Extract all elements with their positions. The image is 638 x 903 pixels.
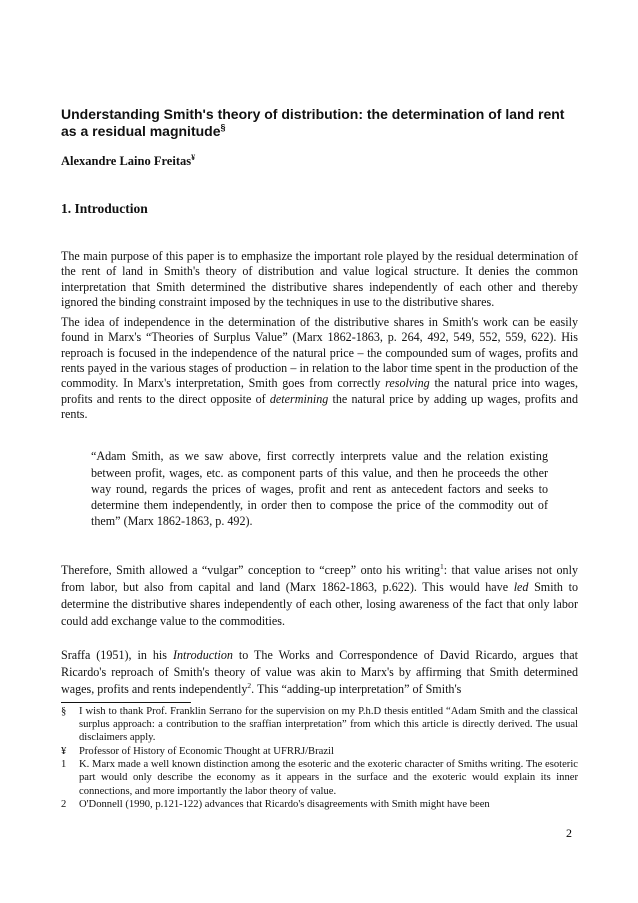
author-footnote-mark: ¥ <box>191 152 196 162</box>
paragraph-3-text-a: Therefore, Smith allowed a “vulgar” conception to “creep” onto his writing <box>61 562 440 577</box>
paragraph-3-text-c: Smith to determine the distributive shares independently of each other, losing awareness of the fact that only labor could add exchange value to the commodities. <box>61 579 579 628</box>
footnote-mark: § <box>61 705 67 717</box>
section-heading: 1. Introduction <box>61 201 148 216</box>
paragraph-4 <box>61 647 578 698</box>
title-footnote-mark: § <box>220 122 226 133</box>
footnotes <box>61 705 578 811</box>
paragraph-4-text-a: Sraffa (1951), in his <box>61 647 173 662</box>
paragraph-4-text-b: to The Works and Correspondence of David Ricardo, argues that Ricardo's reproach of Smith's theory of value was akin to Marx's by affirming that Smith determined wages, profits and rents independently <box>61 647 578 696</box>
footnote-text: I wish to thank Prof. Franklin Serrano for the supervision on my P.h.D thesis entitled “Adam Smith and the classical surplus approach: a contribution to the sraffian interpretation” from which this article is directly derived. The usual disclaimers apply. <box>79 705 578 744</box>
block-quote: “Adam Smith, as we saw above, first correctly interprets value and the relation existing between profit, wages, etc. as component parts of this value, and then he proceeds the other way round, regards the prices of wages, profit and rent as antecedent factors and seeks to determine them independently, in order then to compose the price of the commodity out of them” (Marx 1862-1863, p. 492). <box>91 449 548 529</box>
paragraph-3 <box>61 562 578 630</box>
author-name: Alexandre Laino Freitas <box>61 154 192 168</box>
footnote <box>61 745 578 758</box>
paragraph-4-emphasis-introduction: Introduction <box>172 647 233 662</box>
footnote <box>61 758 578 798</box>
paragraph-3-emphasis-led: led <box>513 579 529 594</box>
paragraph-2-emphasis-determining: determining <box>269 391 329 406</box>
footnote-text: O'Donnell (1990, p.121-122) advances that Ricardo's disagreements with Smith might have been <box>79 798 490 810</box>
paper-title <box>61 106 578 140</box>
footnote-mark: 2 <box>61 798 67 810</box>
author-line <box>61 154 578 169</box>
paper-title-text: Understanding Smith's theory of distribution: the determination of land rent as a residual magnitude <box>61 106 565 139</box>
footnote-text: Professor of History of Economic Thought at UFRRJ/Brazil <box>79 745 334 757</box>
paragraph-2-text-b: the natural price into wages, profits and rents to the direct opposite of <box>61 376 578 406</box>
paragraph-4-text-c: . This “adding-up interpretation” of Smith's <box>251 681 462 696</box>
paragraph-2-text-a: The idea of independence in the determination of the distributive shares in Smith's work can be easily found in Marx's “Theories of Surplus Value” (Marx 1862-1863, p. 264, 492, 549, 552, 559, 622). His reproach is focused in the independence of the natural price – the compounded sum of wages, profits and rents payed in the various stages of production – in relation to the labor time spent in the production of the commodity. In Marx's interpretation, Smith goes from correctly <box>61 315 578 391</box>
paragraph-2-emphasis-resolving: resolving <box>385 376 430 391</box>
footnote-ref-2[interactable]: 2 <box>247 680 252 690</box>
paper-page <box>61 106 578 811</box>
footnote <box>61 798 578 811</box>
paragraph-2-text-c: the natural price by adding up wages, profits and rents. <box>61 391 578 421</box>
footnote-mark: 1 <box>61 758 67 770</box>
paragraph-1: The main purpose of this paper is to emphasize the important role played by the residual determination of the rent of land in Smith's theory of distribution and value logical structure. It denies the common interpretation that Smith determined the distributive shares independently of each other and thereby ignored the binding constraint imposed by the techniques in use to the distributive shares. <box>61 249 578 309</box>
footnote-ref-1[interactable]: 1 <box>439 561 444 571</box>
page-number: 2 <box>566 826 572 840</box>
footnote-mark: ¥ <box>61 745 67 757</box>
footnote-separator <box>61 702 191 703</box>
paragraph-3-text-b: : that value arises not only from labor, but also from capital and land (Marx 1862-1863, p.622). This would have <box>61 562 578 594</box>
footnote-text: K. Marx made a well known distinction among the esoteric and the exoteric character of Smiths writing. The esoteric part would only describe the economy as it appears in the surface and the exoteric would explain its inner connections, and more importantly the labor theory of value. <box>79 758 578 797</box>
paragraph-2 <box>61 315 578 422</box>
footnote <box>61 705 578 745</box>
